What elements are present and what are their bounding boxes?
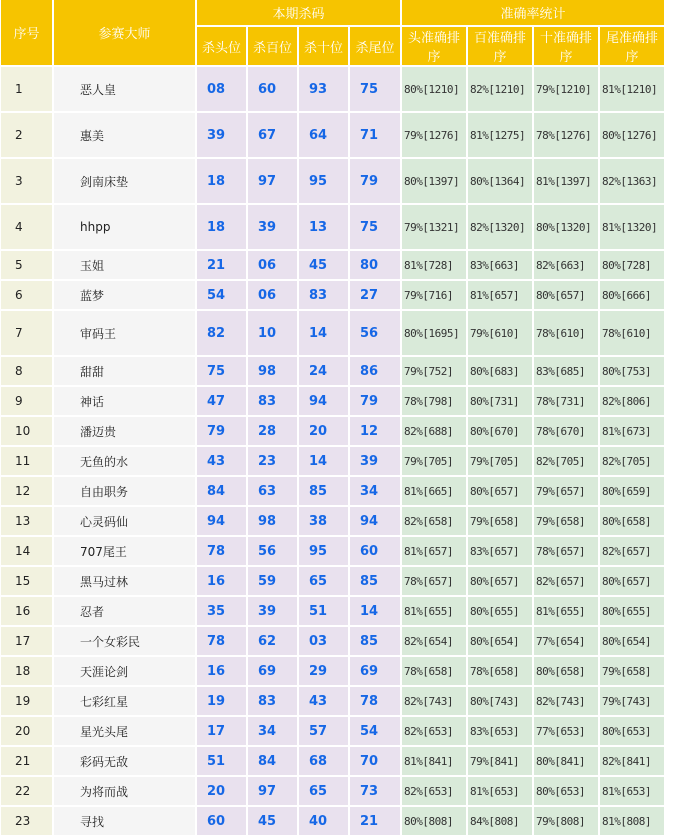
- accuracy-stat: 81%[1320]: [600, 205, 664, 249]
- accuracy-stat: 80%[841]: [534, 747, 598, 775]
- kill-code: 20: [197, 777, 246, 805]
- master-name: 忍者: [54, 597, 195, 625]
- accuracy-stat: 82%[841]: [600, 747, 664, 775]
- kill-code: 39: [248, 597, 297, 625]
- kill-code: 97: [248, 777, 297, 805]
- header-stat-col: 尾准确排序: [600, 27, 664, 65]
- kill-code: 94: [299, 387, 348, 415]
- row-index: 17: [1, 627, 52, 655]
- row-index: 23: [1, 807, 52, 835]
- accuracy-stat: 80%[1320]: [534, 205, 598, 249]
- accuracy-stat: 80%[808]: [402, 807, 466, 835]
- accuracy-stat: 79%[1276]: [402, 113, 466, 157]
- master-name: 一个女彩民: [54, 627, 195, 655]
- master-name: 心灵码仙: [54, 507, 195, 535]
- accuracy-stat: 82%[658]: [402, 507, 466, 535]
- table-row: [1, 717, 664, 745]
- kill-code: 51: [197, 747, 246, 775]
- kill-code: 13: [299, 205, 348, 249]
- kill-code: 84: [197, 477, 246, 505]
- header-accuracy-group: 准确率统计: [402, 0, 664, 25]
- kill-code: 45: [248, 807, 297, 835]
- row-index: 2: [1, 113, 52, 157]
- kill-code: 68: [299, 747, 348, 775]
- kill-code: 12: [350, 417, 400, 445]
- table-row: [1, 507, 664, 535]
- table-row: [1, 657, 664, 685]
- header-kill-col: 杀十位: [299, 27, 348, 65]
- kill-code: 79: [197, 417, 246, 445]
- accuracy-stat: 79%[705]: [402, 447, 466, 475]
- master-name: hhpp: [54, 205, 195, 249]
- kill-code: 10: [248, 311, 297, 355]
- row-index: 10: [1, 417, 52, 445]
- accuracy-stat: 81%[655]: [534, 597, 598, 625]
- kill-code: 78: [197, 537, 246, 565]
- accuracy-stat: 80%[655]: [468, 597, 532, 625]
- accuracy-stat: 82%[705]: [600, 447, 664, 475]
- accuracy-stat: 81%[841]: [402, 747, 466, 775]
- accuracy-stat: 79%[1321]: [402, 205, 466, 249]
- kill-code: 80: [350, 251, 400, 279]
- header-kill-group: 本期杀码: [197, 0, 400, 25]
- kill-code: 83: [299, 281, 348, 309]
- accuracy-stat: 78%[798]: [402, 387, 466, 415]
- master-name: 惠美: [54, 113, 195, 157]
- accuracy-stat: 83%[663]: [468, 251, 532, 279]
- accuracy-stat: 78%[657]: [534, 537, 598, 565]
- kill-code: 65: [299, 567, 348, 595]
- kill-code: 08: [197, 67, 246, 111]
- master-name: 剑南床垫: [54, 159, 195, 203]
- kill-code: 69: [248, 657, 297, 685]
- accuracy-stat: 78%[731]: [534, 387, 598, 415]
- kill-code: 98: [248, 357, 297, 385]
- row-index: 12: [1, 477, 52, 505]
- table-row: [1, 627, 664, 655]
- kill-code: 79: [350, 387, 400, 415]
- accuracy-stat: 80%[683]: [468, 357, 532, 385]
- accuracy-stat: 78%[610]: [600, 311, 664, 355]
- table-row: [1, 567, 664, 595]
- kill-code: 28: [248, 417, 297, 445]
- kill-code: 56: [248, 537, 297, 565]
- accuracy-stat: 79%[808]: [534, 807, 598, 835]
- kill-code: 21: [197, 251, 246, 279]
- accuracy-stat: 78%[670]: [534, 417, 598, 445]
- accuracy-stat: 79%[752]: [402, 357, 466, 385]
- kill-code: 63: [248, 477, 297, 505]
- accuracy-stat: 81%[657]: [468, 281, 532, 309]
- table-row: [1, 159, 664, 203]
- accuracy-stat: 82%[1320]: [468, 205, 532, 249]
- accuracy-stat: 80%[1210]: [402, 67, 466, 111]
- kill-code: 18: [197, 159, 246, 203]
- accuracy-stat: 80%[728]: [600, 251, 664, 279]
- kill-code: 45: [299, 251, 348, 279]
- kill-code: 60: [248, 67, 297, 111]
- kill-code: 54: [350, 717, 400, 745]
- kill-code: 78: [350, 687, 400, 715]
- master-name: 彩码无敌: [54, 747, 195, 775]
- kill-code: 06: [248, 281, 297, 309]
- kill-code: 62: [248, 627, 297, 655]
- kill-code: 75: [350, 205, 400, 249]
- accuracy-stat: 82%[705]: [534, 447, 598, 475]
- accuracy-stat: 82%[654]: [402, 627, 466, 655]
- accuracy-stat: 80%[657]: [600, 567, 664, 595]
- kill-code: 71: [350, 113, 400, 157]
- accuracy-stat: 81%[728]: [402, 251, 466, 279]
- accuracy-stat: 79%[1210]: [534, 67, 598, 111]
- row-index: 15: [1, 567, 52, 595]
- table-row: [1, 281, 664, 309]
- accuracy-stat: 80%[654]: [468, 627, 532, 655]
- kill-code: 43: [197, 447, 246, 475]
- kill-code: 18: [197, 205, 246, 249]
- table-row: [1, 357, 664, 385]
- accuracy-stat: 79%[658]: [468, 507, 532, 535]
- table-row: [1, 387, 664, 415]
- master-name: 神话: [54, 387, 195, 415]
- kill-code: 93: [299, 67, 348, 111]
- kill-code: 73: [350, 777, 400, 805]
- kill-code: 94: [197, 507, 246, 535]
- master-name: 无鱼的水: [54, 447, 195, 475]
- table-row: [1, 537, 664, 565]
- kill-code: 85: [350, 627, 400, 655]
- kill-code: 97: [248, 159, 297, 203]
- accuracy-stat: 80%[653]: [600, 717, 664, 745]
- accuracy-stat: 82%[663]: [534, 251, 598, 279]
- header-stat-col: 头准确排序: [402, 27, 466, 65]
- master-name: 审码王: [54, 311, 195, 355]
- kill-code: 84: [248, 747, 297, 775]
- kill-code: 83: [248, 387, 297, 415]
- header-index: 序号: [1, 0, 52, 65]
- row-index: 19: [1, 687, 52, 715]
- row-index: 9: [1, 387, 52, 415]
- kill-code: 64: [299, 113, 348, 157]
- header-stat-col: 百准确排序: [468, 27, 532, 65]
- accuracy-stat: 80%[1397]: [402, 159, 466, 203]
- accuracy-stat: 79%[705]: [468, 447, 532, 475]
- accuracy-stat: 79%[610]: [468, 311, 532, 355]
- row-index: 16: [1, 597, 52, 625]
- master-name: 自由职务: [54, 477, 195, 505]
- kill-code: 94: [350, 507, 400, 535]
- accuracy-stat: 82%[806]: [600, 387, 664, 415]
- master-name: 甜甜: [54, 357, 195, 385]
- kill-code: 29: [299, 657, 348, 685]
- kill-code: 83: [248, 687, 297, 715]
- table-row: [1, 113, 664, 157]
- master-name: 星光头尾: [54, 717, 195, 745]
- master-name: 七彩红星: [54, 687, 195, 715]
- accuracy-stat: 80%[657]: [468, 477, 532, 505]
- table-row: [1, 251, 664, 279]
- accuracy-stat: 81%[665]: [402, 477, 466, 505]
- kill-code: 16: [197, 567, 246, 595]
- master-name: 黑马过林: [54, 567, 195, 595]
- accuracy-stat: 82%[1210]: [468, 67, 532, 111]
- kill-code: 03: [299, 627, 348, 655]
- accuracy-stat: 82%[743]: [534, 687, 598, 715]
- accuracy-stat: 80%[657]: [468, 567, 532, 595]
- kill-code: 60: [197, 807, 246, 835]
- accuracy-stat: 79%[841]: [468, 747, 532, 775]
- kill-code: 51: [299, 597, 348, 625]
- kill-code: 23: [248, 447, 297, 475]
- header-kill-col: 杀尾位: [350, 27, 400, 65]
- kill-code: 39: [350, 447, 400, 475]
- accuracy-stat: 82%[1363]: [600, 159, 664, 203]
- kill-code: 59: [248, 567, 297, 595]
- kill-code: 65: [299, 777, 348, 805]
- row-index: 8: [1, 357, 52, 385]
- header-kill-col: 杀百位: [248, 27, 297, 65]
- row-index: 14: [1, 537, 52, 565]
- accuracy-stat: 79%[658]: [534, 507, 598, 535]
- kill-code: 78: [197, 627, 246, 655]
- accuracy-stat: 80%[743]: [468, 687, 532, 715]
- accuracy-stat: 81%[1210]: [600, 67, 664, 111]
- accuracy-stat: 80%[1276]: [600, 113, 664, 157]
- kill-code: 79: [350, 159, 400, 203]
- accuracy-stat: 80%[1695]: [402, 311, 466, 355]
- table-row: [1, 477, 664, 505]
- accuracy-stat: 78%[610]: [534, 311, 598, 355]
- accuracy-stat: 80%[753]: [600, 357, 664, 385]
- accuracy-stat: 82%[657]: [534, 567, 598, 595]
- master-name: 天涯论剑: [54, 657, 195, 685]
- accuracy-stat: 79%[743]: [600, 687, 664, 715]
- kill-code: 06: [248, 251, 297, 279]
- accuracy-stat: 78%[1276]: [534, 113, 598, 157]
- accuracy-stat: 77%[653]: [534, 717, 598, 745]
- accuracy-stat: 81%[808]: [600, 807, 664, 835]
- table-row: [1, 417, 664, 445]
- row-index: 21: [1, 747, 52, 775]
- master-name: 玉姐: [54, 251, 195, 279]
- master-name: 潘迈贵: [54, 417, 195, 445]
- accuracy-stat: 80%[659]: [600, 477, 664, 505]
- accuracy-stat: 80%[658]: [600, 507, 664, 535]
- kill-code: 95: [299, 537, 348, 565]
- kill-code: 67: [248, 113, 297, 157]
- accuracy-stat: 80%[655]: [600, 597, 664, 625]
- accuracy-stat: 82%[743]: [402, 687, 466, 715]
- row-index: 18: [1, 657, 52, 685]
- row-index: 3: [1, 159, 52, 203]
- row-index: 20: [1, 717, 52, 745]
- kill-code: 40: [299, 807, 348, 835]
- kill-code: 82: [197, 311, 246, 355]
- kill-code: 75: [350, 67, 400, 111]
- kill-code: 54: [197, 281, 246, 309]
- accuracy-stat: 81%[657]: [402, 537, 466, 565]
- accuracy-stat: 82%[657]: [600, 537, 664, 565]
- master-name: 恶人皇: [54, 67, 195, 111]
- kill-code: 98: [248, 507, 297, 535]
- kill-code: 38: [299, 507, 348, 535]
- table-row: [1, 807, 664, 835]
- row-index: 6: [1, 281, 52, 309]
- accuracy-stat: 80%[658]: [534, 657, 598, 685]
- accuracy-stat: 84%[808]: [468, 807, 532, 835]
- master-name: 为将而战: [54, 777, 195, 805]
- row-index: 13: [1, 507, 52, 535]
- header-kill-col: 杀头位: [197, 27, 246, 65]
- kill-code: 75: [197, 357, 246, 385]
- accuracy-stat: 77%[654]: [534, 627, 598, 655]
- kill-code: 17: [197, 717, 246, 745]
- kill-code: 95: [299, 159, 348, 203]
- accuracy-stat: 83%[657]: [468, 537, 532, 565]
- table-row: [1, 447, 664, 475]
- row-index: 11: [1, 447, 52, 475]
- accuracy-stat: 78%[657]: [402, 567, 466, 595]
- table-row: [1, 777, 664, 805]
- accuracy-stat: 79%[658]: [600, 657, 664, 685]
- table-row: [1, 747, 664, 775]
- kill-code: 35: [197, 597, 246, 625]
- accuracy-stat: 78%[658]: [468, 657, 532, 685]
- kill-code: 20: [299, 417, 348, 445]
- accuracy-stat: 82%[653]: [402, 777, 466, 805]
- row-index: 7: [1, 311, 52, 355]
- accuracy-stat: 81%[653]: [600, 777, 664, 805]
- kill-code: 34: [350, 477, 400, 505]
- kill-code: 19: [197, 687, 246, 715]
- accuracy-stat: 81%[655]: [402, 597, 466, 625]
- kill-code: 47: [197, 387, 246, 415]
- table-row: [1, 67, 664, 111]
- kill-code: 27: [350, 281, 400, 309]
- accuracy-stat: 81%[673]: [600, 417, 664, 445]
- accuracy-stat: 78%[658]: [402, 657, 466, 685]
- accuracy-stat: 80%[670]: [468, 417, 532, 445]
- kill-code: 24: [299, 357, 348, 385]
- table-row: [1, 205, 664, 249]
- master-name: 寻找: [54, 807, 195, 835]
- accuracy-stat: 80%[731]: [468, 387, 532, 415]
- header-stat-col: 十准确排序: [534, 27, 598, 65]
- kill-code: 34: [248, 717, 297, 745]
- kill-code: 21: [350, 807, 400, 835]
- kill-code: 70: [350, 747, 400, 775]
- kill-code: 85: [299, 477, 348, 505]
- header-master: 参赛大师: [54, 0, 195, 65]
- kill-code: 85: [350, 567, 400, 595]
- accuracy-stat: 83%[653]: [468, 717, 532, 745]
- kill-code: 14: [299, 311, 348, 355]
- master-name: 707尾王: [54, 537, 195, 565]
- kill-code: 16: [197, 657, 246, 685]
- kill-code: 43: [299, 687, 348, 715]
- kill-code: 14: [299, 447, 348, 475]
- accuracy-stat: 80%[654]: [600, 627, 664, 655]
- accuracy-stat: 80%[653]: [534, 777, 598, 805]
- accuracy-stat: 80%[1364]: [468, 159, 532, 203]
- accuracy-stat: 79%[716]: [402, 281, 466, 309]
- accuracy-stat: 80%[657]: [534, 281, 598, 309]
- accuracy-stat: 82%[688]: [402, 417, 466, 445]
- accuracy-stat: 79%[657]: [534, 477, 598, 505]
- table-row: [1, 687, 664, 715]
- kill-code: 56: [350, 311, 400, 355]
- accuracy-stat: 81%[1397]: [534, 159, 598, 203]
- accuracy-stat: 82%[653]: [402, 717, 466, 745]
- accuracy-stat: 81%[1275]: [468, 113, 532, 157]
- row-index: 22: [1, 777, 52, 805]
- accuracy-stat: 81%[653]: [468, 777, 532, 805]
- row-index: 4: [1, 205, 52, 249]
- accuracy-stat: 80%[666]: [600, 281, 664, 309]
- kill-code: 39: [197, 113, 246, 157]
- row-index: 5: [1, 251, 52, 279]
- kill-code: 86: [350, 357, 400, 385]
- kill-code: 39: [248, 205, 297, 249]
- table-row: [1, 311, 664, 355]
- kill-code: 60: [350, 537, 400, 565]
- master-name: 蓝梦: [54, 281, 195, 309]
- kill-code: 57: [299, 717, 348, 745]
- table-row: [1, 597, 664, 625]
- row-index: 1: [1, 67, 52, 111]
- kill-code: 14: [350, 597, 400, 625]
- kill-code: 69: [350, 657, 400, 685]
- accuracy-stat: 83%[685]: [534, 357, 598, 385]
